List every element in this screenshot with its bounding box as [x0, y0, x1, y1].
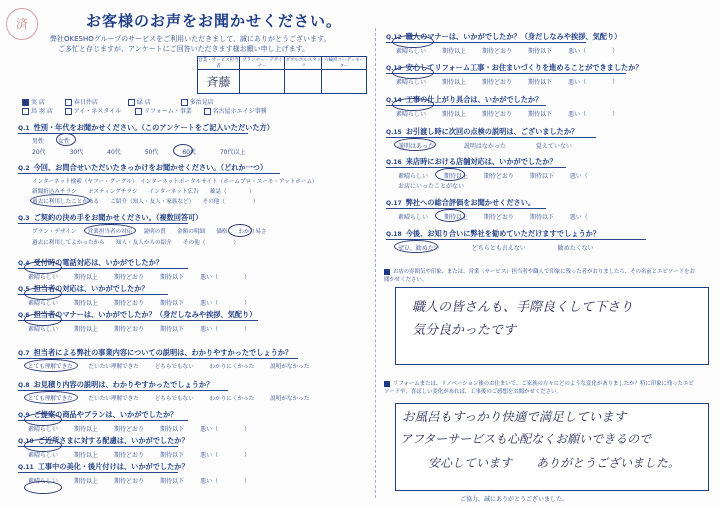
q4-options: 素晴らしい 期待以上 期待どおり 期待以下 悪い（ ） — [28, 274, 251, 281]
rating-option[interactable]: 期待以下 — [528, 48, 553, 55]
rating-option[interactable]: 期待どおり — [114, 452, 145, 459]
footer-thanks: ご協力、誠にありがとうございました。 — [460, 496, 569, 503]
q3-options-2[interactable]: 過去に利用してよかったから 知人・友人からの紹介 その他（ ） — [32, 240, 239, 246]
category-row-1: 実 店 春日井店 緑 店 多治見店 — [22, 97, 214, 106]
q17-question: Q.17 弊社への総合評価をお聞かせください。 — [386, 198, 536, 207]
rating-option[interactable]: 期待以上 — [74, 452, 99, 459]
bullet-icon — [384, 381, 390, 387]
q1-ages: 20代 30代 40代 50代 60代 70代以上 — [32, 149, 246, 156]
q16-extra[interactable]: お店にいったことがない — [398, 183, 465, 190]
q15-question: Q.15 お引渡し時に次回の点検の説明は、ございましたか？ — [386, 127, 579, 136]
q11-options: 素晴らしい 期待以上 期待どおり 期待以下 悪い（ ） — [28, 478, 251, 485]
intro-line-1: 弊社OKESHOグループのサービスをご利用いただきまして、誠にありがとうございます。 — [50, 35, 331, 43]
q10-answer-circle — [24, 439, 62, 452]
q1-gender: 男性 女性 — [32, 138, 70, 145]
q18-options: ぜひ、勧めたい どちらとも言えない 勧めたくない — [398, 245, 594, 252]
q13-answer-circle — [392, 66, 434, 79]
rating-option[interactable]: 素晴らしい — [396, 48, 427, 55]
staff-header-sales: 営業・サービス担当者 — [198, 58, 239, 69]
q10-question: Q.10 ご近所さまに対する配慮は、いかがでしたか？ — [18, 436, 189, 445]
q16-question: Q.16 来店時における店舗対応は、いかがでしたか？ — [386, 157, 557, 166]
comment2-line-2: アフターサービスも心配なくお願いできるので — [400, 432, 652, 446]
staff-name: 斉藤 — [206, 75, 231, 89]
rating-option[interactable]: 期待以上 — [74, 274, 99, 281]
rating-option[interactable]: 期待どおり — [114, 274, 145, 281]
comment2-line-3: 安心しています ありがとうございました。 — [428, 456, 681, 470]
rating-option[interactable]: 期待以下 — [160, 478, 185, 485]
q2-question: Q.2 今回、お問合せいただいたきっかけをお聞かせください。（どれか一つ） — [18, 163, 268, 172]
rating-option[interactable]: 悪い（ — [200, 300, 219, 307]
survey-title: お客様のお声をお聞かせください。 — [86, 12, 343, 30]
rating-option[interactable]: 期待どおり — [114, 326, 145, 333]
rating-option[interactable]: 期待以下 — [160, 426, 185, 433]
q11-question: Q.11 工事中の美化・後片付けは、いかがでしたか？ — [18, 462, 189, 471]
rating-option[interactable]: 悪い（ — [568, 79, 587, 86]
q5-options: 素晴らしい 期待以上 期待どおり 期待以下 悪い（ ） — [28, 300, 251, 307]
q1-question: Q.1 性別・年代をお聞かせください。（このアンケートをご記入いただいた方） — [18, 123, 274, 132]
comment2-line-1: お風呂もすっかり快適で満足しています — [402, 409, 627, 424]
q2-options-2[interactable]: 新聞折込みチラシ ポスティングチラシ インターネット広告 雑誌（ ） — [32, 189, 255, 195]
q1-age-circle — [173, 144, 193, 157]
q3-circle-a — [84, 224, 136, 237]
staff-header-double: ダブルホルスタッフ — [285, 58, 322, 69]
rating-option[interactable]: 期待どおり — [114, 478, 145, 485]
q4-answer-circle — [24, 261, 62, 274]
rating-option[interactable]: 素晴らしい — [28, 452, 59, 459]
q7-circle — [24, 359, 78, 372]
category-checkbox[interactable] — [22, 99, 29, 106]
rating-option[interactable]: 悪い（ — [568, 111, 587, 118]
rating-option[interactable]: 期待以下 — [528, 111, 553, 118]
q17-options: 素晴らしい 期待以上 期待どおり 期待以下 悪い（ — [398, 214, 588, 221]
q15-options: 説明はあった 説明はなかった 覚えていない — [398, 143, 572, 150]
comment2-prompt: リフォームまたは、リノベーション後のお住まいで、ご家族の方々にどのような変化がありましたか？特に印象に残ったエピソードや、喜ばしい変化があれば、工事後のご感想をお聞かせください。 — [384, 381, 694, 395]
rating-option[interactable]: 悪い（ — [200, 274, 219, 281]
comment1-line-1: 職人の皆さんも、手際良くして下さり — [412, 300, 634, 315]
q12-question: Q.12 職人のマナーは、いかがでしたか？（身だしなみや挨拶、気配り） — [386, 32, 622, 41]
q5-question: Q.5 担当者の対応は、いかがでしたか？ — [18, 284, 149, 293]
bullet-icon — [384, 269, 390, 275]
rating-option[interactable]: 期待以上 — [442, 111, 467, 118]
rating-option[interactable]: 期待どおり — [114, 300, 145, 307]
q2-options-1[interactable]: インターネット検索（ヤフー・グーグル） インターネットポータルサイト（ホームプロ・スーモ・アットホーム） — [32, 179, 318, 185]
q9-answer-circle — [24, 413, 62, 426]
comment1-prompt: お店の雰囲気や印象、または、営業（サービス）担当者や職人で印象に残った者がおりましたら、その名前とエピソードをお聞かせください。 — [384, 269, 695, 283]
q17-circle — [435, 209, 465, 222]
q13-question: Q.13 安心してリフォーム工事・お住まいづくりを進めることができましたか？ — [386, 63, 643, 72]
q12-answer-circle — [392, 35, 434, 48]
q5-answer-circle — [24, 287, 62, 300]
rating-option[interactable]: 期待どおり — [482, 111, 513, 118]
q10-options: 素晴らしい 期待以上 期待どおり 期待以下 悪い（ ） — [28, 452, 251, 459]
q13-options: 素晴らしい 期待以上 期待どおり 期待以下 悪い（ ） — [396, 79, 619, 86]
rating-option[interactable]: 素晴らしい — [396, 79, 427, 86]
category-row-2: 鳥 羽 店 アイ・ネスタイル リフォーム・事業 名古屋ホエイジ事務 — [22, 106, 267, 115]
q15-circle — [394, 138, 436, 151]
q2-options-3[interactable]: 過去に利用したことがある ご紹介（知人・友人・家族など） その他（ ） — [32, 199, 259, 205]
rating-option[interactable]: 期待以上 — [442, 79, 467, 86]
q2-answer-circle — [30, 194, 90, 207]
column-divider — [375, 28, 376, 498]
rating-option[interactable]: 期待以上 — [442, 48, 467, 55]
q12-options: 素晴らしい 期待以上 期待どおり 期待以下 悪い（ ） — [396, 48, 619, 55]
rating-option[interactable]: 期待以下 — [160, 326, 185, 333]
q18-circle — [394, 240, 438, 253]
rating-option[interactable]: 期待以下 — [528, 79, 553, 86]
rating-option[interactable]: 悪い（ — [568, 48, 587, 55]
q16-circle — [435, 168, 465, 181]
q7-options: とても理解できた だいたい理解できた どちらでもない わかりにくかった 説明がなかった — [28, 364, 310, 370]
q9-options: 素晴らしい 期待以上 期待どおり 期待以下 悪い（ ） — [28, 426, 251, 433]
q14-answer-circle — [392, 98, 434, 111]
q16-options: 素晴らしい 期待以上 期待どおり 期待以下 悪い（ — [398, 173, 588, 180]
rating-option[interactable]: 素晴らしい — [28, 426, 59, 433]
rating-option[interactable]: 期待どおり — [482, 48, 513, 55]
q6-options: 素晴らしい 期待以上 期待どおり 期待以下 悪い（ ） — [28, 326, 251, 333]
q3-circle-b — [228, 224, 252, 237]
rating-option[interactable]: 期待以上 — [74, 326, 99, 333]
rating-option[interactable]: 期待どおり — [482, 79, 513, 86]
rating-option[interactable]: 素晴らしい — [396, 111, 427, 118]
q3-options-1[interactable]: プラン・デザイン 営業担当者の対応 説明の質 金額の明細 価格 わかり易さ — [32, 229, 267, 235]
q8-question: Q.8 お見積り内容の説明は、わかりやすかったでしょうか？ — [18, 380, 214, 389]
rating-option[interactable]: 素晴らしい — [28, 274, 59, 281]
q6-question: Q.6 担当者のマナーは、いかがでしたか？（身だしなみや挨拶、気配り） — [18, 310, 257, 319]
q4-question: Q.4 受付時の電話対応は、いかがでしたか？ — [18, 258, 163, 267]
q18-question: Q.18 今後、お知り合いに弊社を勧めていただけますでしょうか？ — [386, 229, 601, 238]
intro-line-2: ご多忙と存じますが、アンケートにご回答いただきます様お願い申し上げます。 — [58, 45, 310, 53]
rating-option[interactable]: 期待以下 — [160, 274, 185, 281]
q8-options: とても理解できた だいたい理解できた どちらでもない わかりにくかった 説明がなかった — [28, 396, 310, 402]
comment1-line-2: 気分良かったです — [412, 323, 517, 338]
rating-option[interactable]: 悪い（ — [200, 452, 219, 459]
q9-question: Q.9 ご提案の商品やプランは、いかがでしたか？ — [18, 410, 178, 419]
q8-circle — [24, 391, 78, 404]
rating-option[interactable]: 悪い（ — [200, 478, 219, 485]
q14-question: Q.14 工事の仕上がり具合は、いかがでしたか？ — [386, 95, 543, 104]
rating-option[interactable]: 期待どおり — [114, 426, 145, 433]
rating-option[interactable]: 期待以上 — [74, 426, 99, 433]
staff-header-planner: プランナー・デザイナー — [240, 57, 285, 70]
rating-option[interactable]: 期待以上 — [74, 478, 99, 485]
staff-header-coord: 六輪担コーディネーター — [322, 57, 367, 70]
staff-table — [197, 56, 367, 94]
q7-question: Q.7 担当者による弊社の事業内容についての説明は、わかりやすかったでしょうか？ — [18, 348, 293, 357]
staff-name-cell — [198, 70, 240, 94]
rating-option[interactable]: 期待以下 — [160, 300, 185, 307]
rating-option[interactable]: 素晴らしい — [28, 326, 59, 333]
q1-gender-circle — [56, 133, 76, 146]
rating-option[interactable]: 素晴らしい — [28, 300, 59, 307]
rating-option[interactable]: 素晴らしい — [28, 478, 59, 485]
received-stamp — [6, 8, 38, 40]
rating-option[interactable]: 期待以上 — [74, 300, 99, 307]
q3-question: Q.3 ご契約の決め手をお聞かせください。（複数回答可） — [18, 213, 203, 222]
stamp-text: 済 — [15, 17, 28, 31]
rating-option[interactable]: 期待以下 — [160, 452, 185, 459]
q6-answer-circle — [24, 313, 62, 326]
rating-option[interactable]: 悪い（ — [200, 326, 219, 333]
q11-answer-circle — [24, 481, 62, 494]
q14-options: 素晴らしい 期待以上 期待どおり 期待以下 悪い（ ） — [396, 111, 619, 118]
rating-option[interactable]: 悪い（ — [200, 426, 219, 433]
